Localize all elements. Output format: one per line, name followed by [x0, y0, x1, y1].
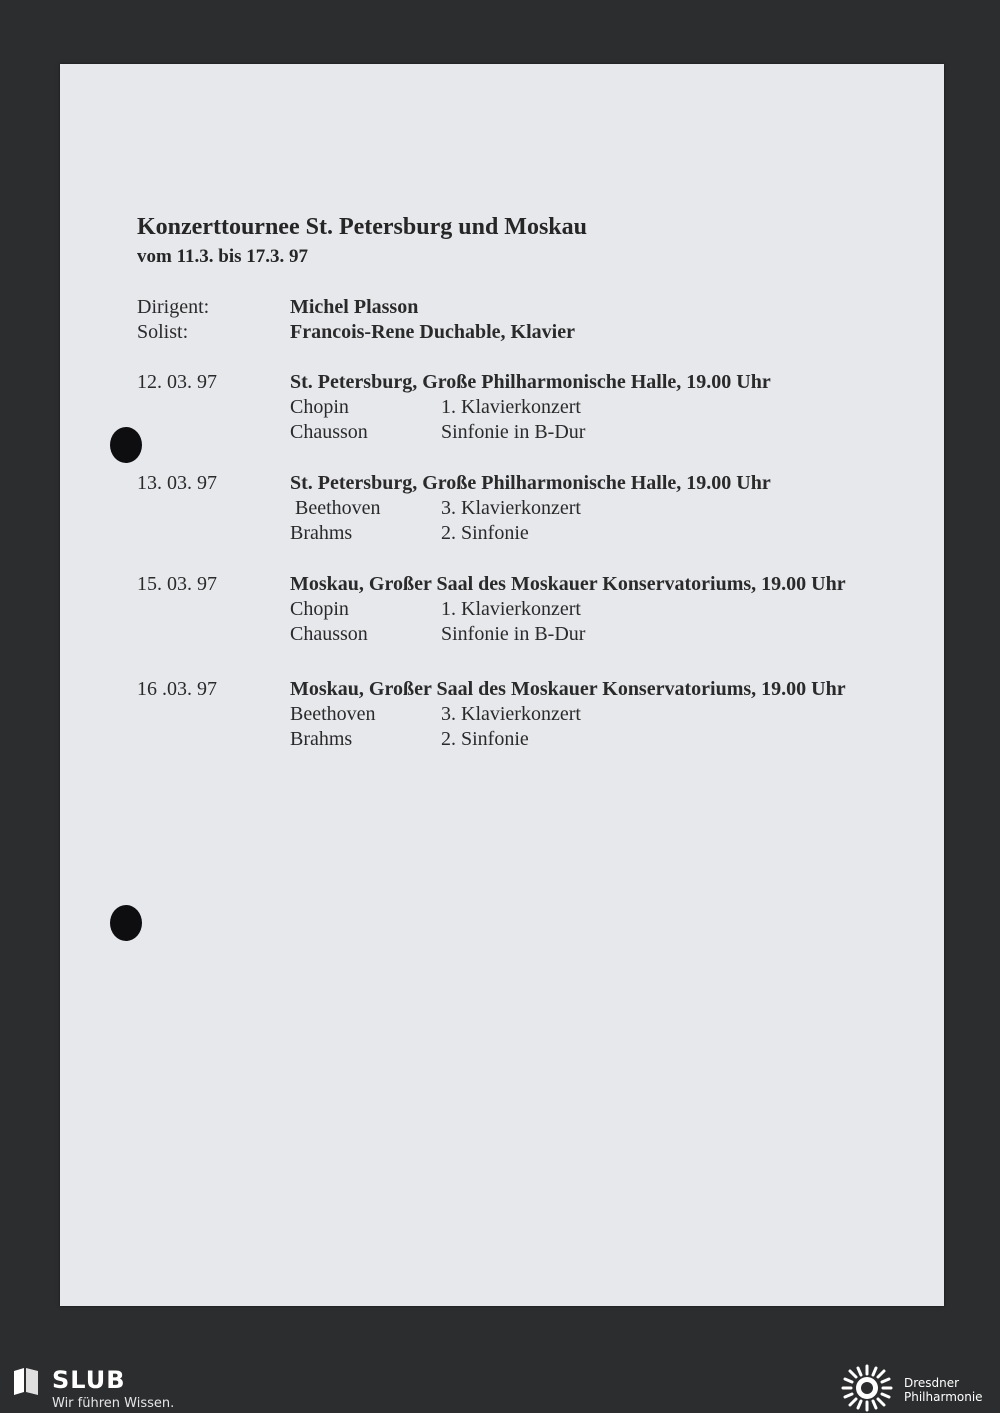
- work: 1. Klavierkonzert: [441, 396, 581, 418]
- concert-venue: Moskau, Großer Saal des Moskauer Konservatoriums, 19.00 Uhr: [290, 678, 846, 700]
- composer: Chausson: [290, 421, 368, 443]
- concert-date: 16 .03. 97: [137, 678, 217, 700]
- philharmonie-line2: Philharmonie: [904, 1390, 983, 1404]
- concert-venue: St. Petersburg, Große Philharmonische Halle, 19.00 Uhr: [290, 371, 771, 393]
- philharmonie-logo-text: [904, 1376, 983, 1404]
- work: 1. Klavierkonzert: [441, 598, 581, 620]
- concert-date: 13. 03. 97: [137, 472, 217, 494]
- philharmonie-line1: Dresdner: [904, 1376, 960, 1390]
- concert-date: 15. 03. 97: [137, 573, 217, 595]
- work: Sinfonie in B-Dur: [441, 623, 586, 645]
- composer: Chopin: [290, 598, 349, 620]
- conductor-name: Michel Plasson: [290, 296, 419, 318]
- document-title: Konzerttournee St. Petersburg und Moskau: [137, 214, 587, 240]
- slub-book-icon: [12, 1366, 40, 1396]
- document-subtitle: vom 11.3. bis 17.3. 97: [137, 246, 309, 267]
- composer: Brahms: [290, 522, 353, 544]
- soloist-name: Francois-Rene Duchable, Klavier: [290, 321, 575, 343]
- punch-hole-top: [110, 427, 142, 463]
- concert-date: 12. 03. 97: [137, 371, 217, 393]
- composer: Chausson: [290, 623, 368, 645]
- slub-tagline: Wir führen Wissen.: [52, 1396, 175, 1411]
- composer: Chopin: [290, 396, 349, 418]
- punch-hole-bottom: [110, 905, 142, 941]
- composer: Beethoven: [290, 703, 376, 725]
- work: 2. Sinfonie: [441, 522, 529, 544]
- concert-venue: Moskau, Großer Saal des Moskauer Konservatoriums, 19.00 Uhr: [290, 573, 846, 595]
- work: 3. Klavierkonzert: [441, 703, 581, 725]
- composer: Brahms: [290, 728, 353, 750]
- work: Sinfonie in B-Dur: [441, 421, 586, 443]
- work: 2. Sinfonie: [441, 728, 529, 750]
- soloist-label: Solist:: [137, 321, 189, 343]
- slub-logo-text: SLUB: [52, 1366, 126, 1394]
- composer: Beethoven: [295, 497, 381, 519]
- philharmonie-sun-icon: [840, 1364, 894, 1412]
- work: 3. Klavierkonzert: [441, 497, 581, 519]
- conductor-label: Dirigent:: [137, 296, 210, 318]
- concert-venue: St. Petersburg, Große Philharmonische Halle, 19.00 Uhr: [290, 472, 771, 494]
- document-page: [60, 64, 944, 1306]
